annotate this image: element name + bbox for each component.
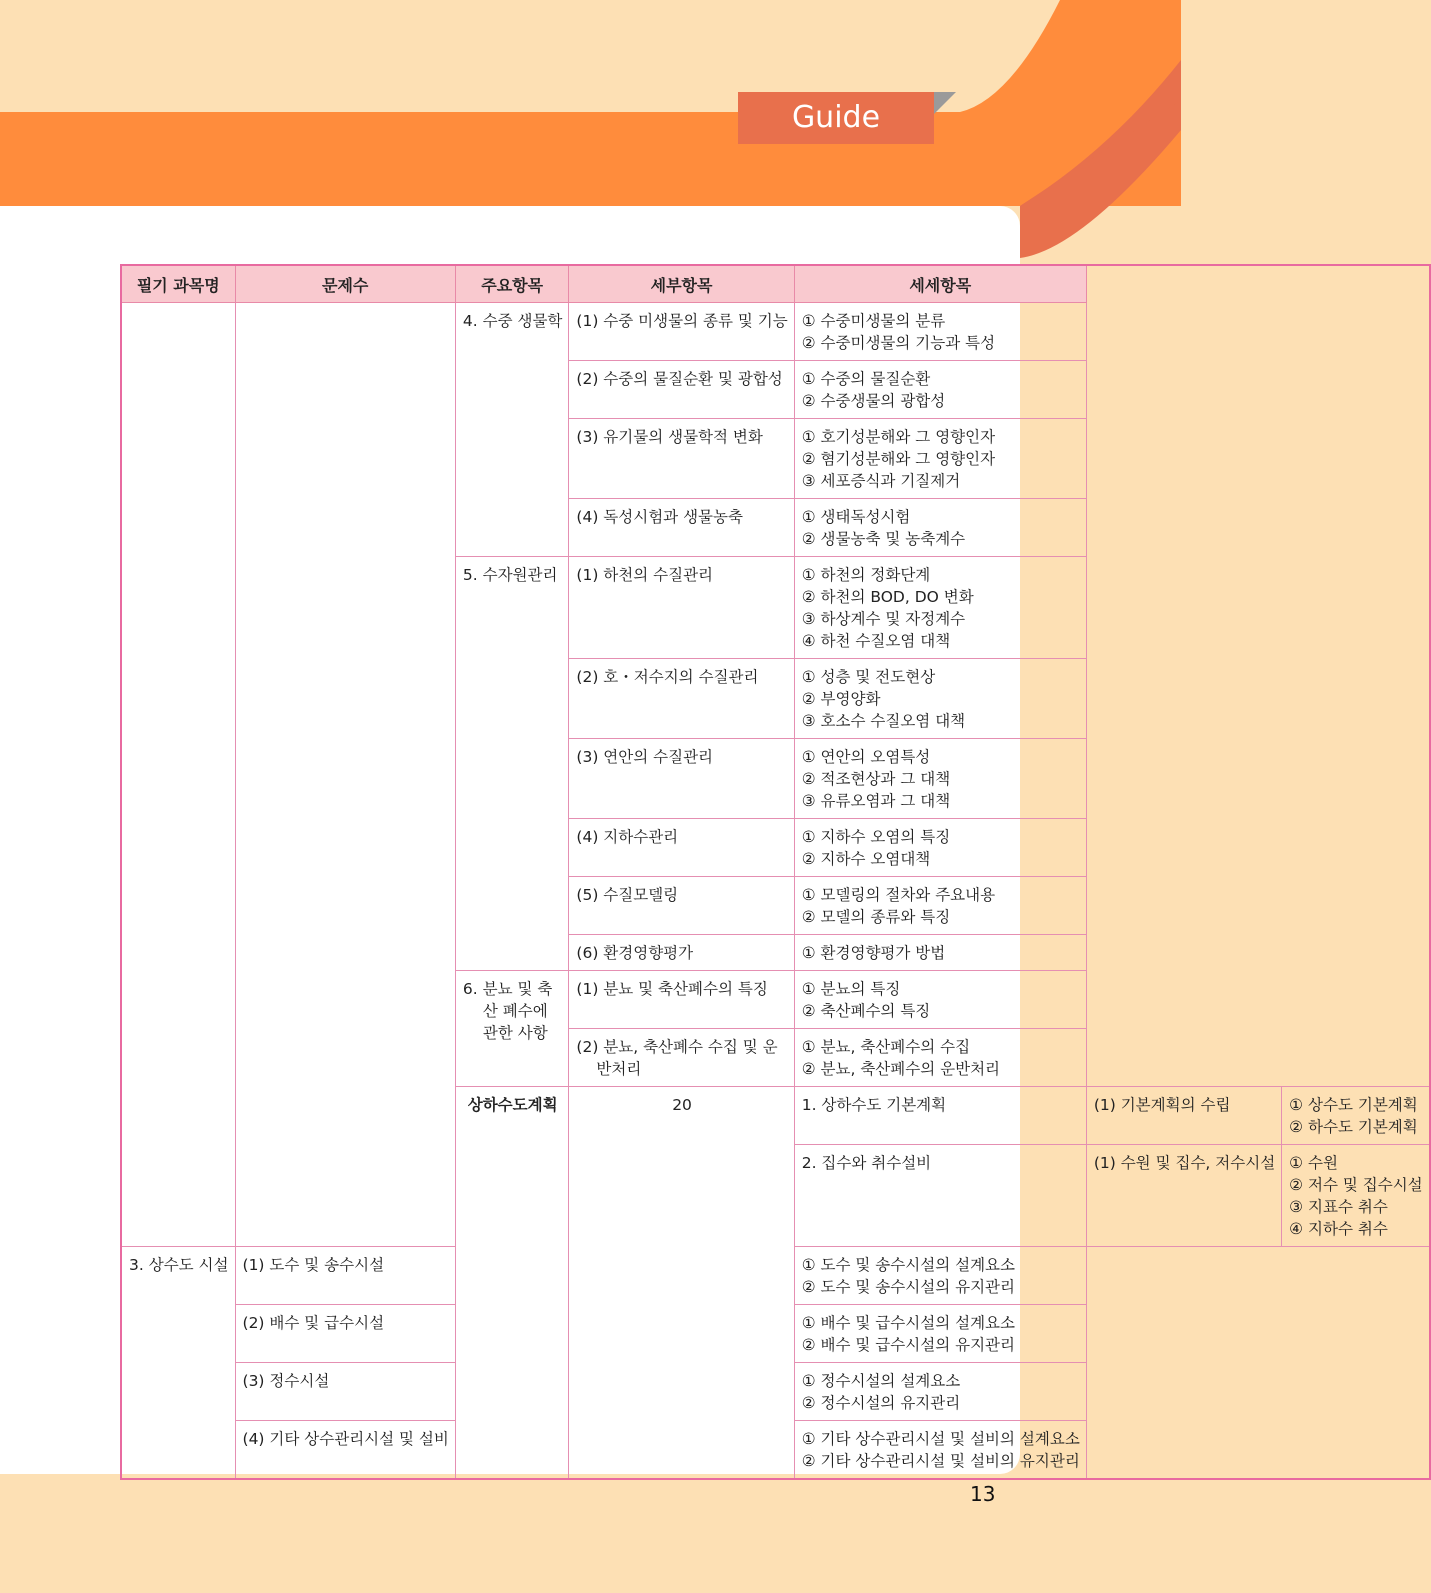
sub-item-cell: (4) 기타 상수관리시설 및 설비 xyxy=(235,1421,455,1480)
header-sub-item: 세부항목 xyxy=(569,265,794,303)
page-number: 13 xyxy=(970,1482,996,1506)
main-item-cell: 6. 분뇨 및 축산 폐수에 관한 사항 xyxy=(455,971,569,1087)
sub-item-cell: (1) 하천의 수질관리 xyxy=(569,557,794,659)
detail-cell: ① 수중의 물질순환 ② 수중생물의 광합성 xyxy=(794,361,1086,419)
sub-item-cell: (6) 환경영향평가 xyxy=(569,935,794,971)
detail-cell: ① 상수도 기본계획 ② 하수도 기본계획 xyxy=(1282,1087,1430,1145)
detail-cell: ① 분뇨, 축산폐수의 수집 ② 분뇨, 축산폐수의 운반처리 xyxy=(794,1029,1086,1087)
detail-cell: ① 모델링의 절차와 주요내용 ② 모델의 종류와 특징 xyxy=(794,877,1086,935)
detail-cell: ① 기타 상수관리시설 및 설비의 설계요소 ② 기타 상수관리시설 및 설비의 유지관리 xyxy=(794,1421,1086,1480)
main-item-cell: 2. 집수와 취수설비 xyxy=(794,1145,1086,1247)
detail-cell: ① 지하수 오염의 특징 ② 지하수 오염대책 xyxy=(794,819,1086,877)
sub-item-cell: (5) 수질모델링 xyxy=(569,877,794,935)
header-detail-item: 세세항목 xyxy=(794,265,1086,303)
count-cell-empty xyxy=(235,303,455,1247)
detail-cell: ① 분뇨의 특징 ② 축산폐수의 특징 xyxy=(794,971,1086,1029)
header-main-item: 주요항목 xyxy=(455,265,569,303)
sub-item-cell: (2) 수중의 물질순환 및 광합성 xyxy=(569,361,794,419)
table-row xyxy=(121,303,1430,361)
detail-cell: ① 성층 및 전도현상 ② 부영양화 ③ 호소수 수질오염 대책 xyxy=(794,659,1086,739)
syllabus-table xyxy=(120,264,1431,1480)
sub-item-cell: (1) 도수 및 송수시설 xyxy=(235,1247,455,1305)
sub-item-cell: (1) 분뇨 및 축산폐수의 특징 xyxy=(569,971,794,1029)
detail-cell: ① 연안의 오염특성 ② 적조현상과 그 대책 ③ 유류오염과 그 대책 xyxy=(794,739,1086,819)
detail-cell: ① 배수 및 급수시설의 설계요소 ② 배수 및 급수시설의 유지관리 xyxy=(794,1305,1086,1363)
subject-name: 상하수도계획 xyxy=(455,1087,569,1480)
sub-item-cell: (3) 유기물의 생물학적 변화 xyxy=(569,419,794,499)
detail-cell: ① 수중미생물의 분류 ② 수중미생물의 기능과 특성 xyxy=(794,303,1086,361)
detail-cell: ① 정수시설의 설계요소 ② 정수시설의 유지관리 xyxy=(794,1363,1086,1421)
question-count: 20 xyxy=(569,1087,794,1480)
main-item-cell: 5. 수자원관리 xyxy=(455,557,569,971)
main-item-cell: 4. 수중 생물학 xyxy=(455,303,569,557)
sub-item-cell: (1) 수원 및 집수, 저수시설 xyxy=(1086,1145,1281,1247)
header-subject: 필기 과목명 xyxy=(121,265,235,303)
header-count: 문제수 xyxy=(235,265,455,303)
guide-tab-fold xyxy=(934,92,956,114)
sub-item-cell: (1) 기본계획의 수립 xyxy=(1086,1087,1281,1145)
sub-item-cell: (2) 배수 및 급수시설 xyxy=(235,1305,455,1363)
detail-cell: ① 호기성분해와 그 영향인자 ② 혐기성분해와 그 영향인자 ③ 세포증식과 기질제거 xyxy=(794,419,1086,499)
subject-cell-empty xyxy=(121,303,235,1247)
sub-item-cell: (2) 호・저수지의 수질관리 xyxy=(569,659,794,739)
guide-tab xyxy=(738,92,934,144)
sub-item-cell: (3) 정수시설 xyxy=(235,1363,455,1421)
table-header-row xyxy=(121,265,1430,303)
detail-cell: ① 도수 및 송수시설의 설계요소 ② 도수 및 송수시설의 유지관리 xyxy=(794,1247,1086,1305)
guide-tab-label: Guide xyxy=(791,100,881,135)
sub-item-cell: (4) 독성시험과 생물농축 xyxy=(569,499,794,557)
main-item-cell: 1. 상하수도 기본계획 xyxy=(794,1087,1086,1145)
detail-cell: ① 환경영향평가 방법 xyxy=(794,935,1086,971)
sub-item-cell: (2) 분뇨, 축산폐수 수집 및 운반처리 xyxy=(569,1029,794,1087)
sub-item-cell: (4) 지하수관리 xyxy=(569,819,794,877)
detail-cell: ① 생태독성시험 ② 생물농축 및 농축계수 xyxy=(794,499,1086,557)
main-item-cell: 3. 상수도 시설 xyxy=(121,1247,235,1480)
sub-item-cell: (3) 연안의 수질관리 xyxy=(569,739,794,819)
sub-item-cell: (1) 수중 미생물의 종류 및 기능 xyxy=(569,303,794,361)
detail-cell: ① 하천의 정화단계 ② 하천의 BOD, DO 변화 ③ 하상계수 및 자정계수 ④ 하천 수질오염 대책 xyxy=(794,557,1086,659)
detail-cell: ① 수원 ② 저수 및 집수시설 ③ 지표수 취수 ④ 지하수 취수 xyxy=(1282,1145,1430,1247)
